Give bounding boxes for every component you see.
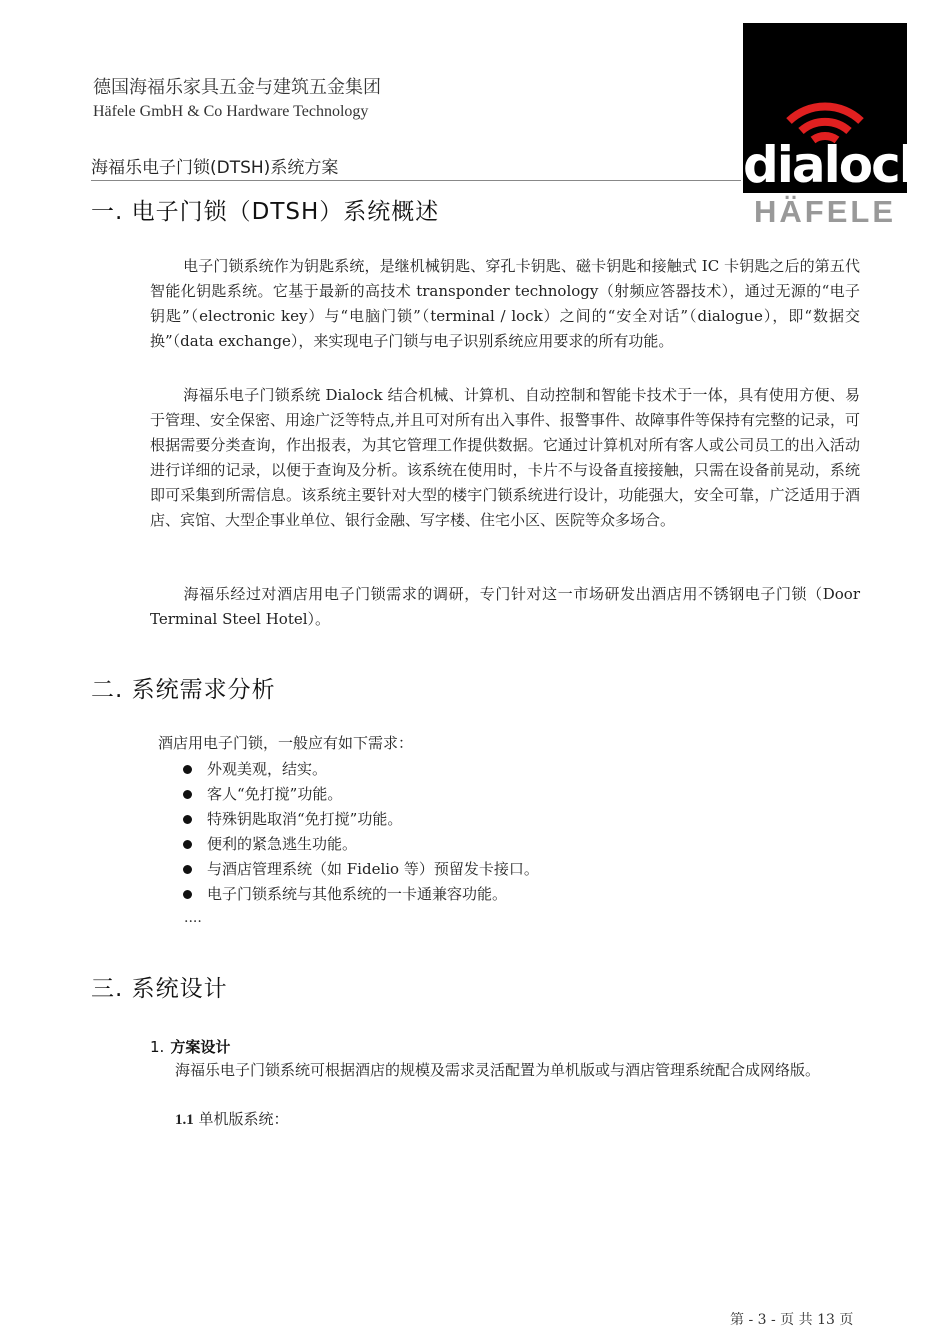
section-1-paragraph-1-text: 电子门锁系统作为钥匙系统，是继机械钥匙、穿孔卡钥匙、磁卡钥匙和接触式 IC 卡钥匙之后的第五代智能化钥匙系统。它基于最新的高技术 transponder technology（射频应答器技术），通过无源的“电子钥匙”（electronic key）与“电脑门锁”（terminal / lock）之间的“安全对话”（dialogue），即“数据交换”（data exchange），来实现电子门锁与电子识别系统应用要求的所有功能。 — [150, 257, 860, 350]
section-3-title: 系统设计 — [131, 976, 228, 1002]
bullet-icon — [183, 840, 192, 849]
list-item-text: 便利的紧急逃生功能。 — [207, 835, 358, 853]
list-item-text: 特殊钥匙取消“免打搅”功能。 — [207, 810, 403, 828]
subsection-1-1-number: 1.1 — [175, 1112, 194, 1128]
list-item — [180, 832, 539, 857]
section-3-heading — [91, 970, 228, 1003]
section-1-paragraph-2 — [150, 383, 860, 533]
bullet-icon — [183, 890, 192, 899]
bullet-icon — [183, 865, 192, 874]
subsection-1-1-heading — [175, 1108, 289, 1129]
subsection-1-heading — [150, 1036, 230, 1057]
requirements-list — [180, 757, 539, 907]
signal-arcs-icon — [743, 23, 907, 143]
list-item — [180, 882, 539, 907]
section-1-paragraph-3 — [150, 582, 860, 632]
list-item — [180, 807, 539, 832]
list-item-text: 与酒店管理系统（如 Fidelio 等）预留发卡接口。 — [207, 860, 539, 878]
subsection-1-number: 1. — [150, 1038, 165, 1056]
section-2-heading — [91, 671, 276, 704]
section-1-paragraph-2-text: 海福乐电子门锁系统 Dialock 结合机械、计算机、自动控制和智能卡技术于一体，具有使用方便、易于管理、安全保密、用途广泛等特点,并且可对所有出入事件、报警事件、故障事件等保持有完整的记录，可根据需要分类查询，作出报表，为其它管理工作提供数据。它通过计算机对所有客人或公司员工的出入活动进行详细的记录，以便于查询及分析。该系统在使用时，卡片不与设备直接接触，只需在设备前晃动，系统即可采集到所需信息。该系统主要针对大型的楼宇门锁系统进行设计，功能强大，安全可靠，广泛适用于酒店、宾馆、大型企事业单位、银行金融、写字楼、住宅小区、医院等众多场合。 — [150, 386, 860, 529]
list-item-text: 电子门锁系统与其他系统的一卡通兼容功能。 — [207, 885, 508, 903]
list-ellipsis: .... — [184, 910, 202, 926]
list-item — [180, 782, 539, 807]
section-1-paragraph-3-text: 海福乐经过对酒店用电子门锁需求的调研，专门针对这一市场研发出酒店用不锈钢电子门锁（Door Terminal Steel Hotel）。 — [150, 585, 860, 628]
company-name-en: Häfele GmbH & Co Hardware Technology — [93, 103, 369, 120]
list-item-text: 外观美观，结实。 — [207, 760, 328, 778]
requirements-lead: 酒店用电子门锁，一般应有如下需求： — [158, 734, 414, 752]
document-title: 海福乐电子门锁(DTSH)系统方案 — [91, 158, 339, 178]
bullet-icon — [183, 815, 192, 824]
list-item — [180, 757, 539, 782]
list-item — [180, 857, 539, 882]
bullet-icon — [183, 790, 192, 799]
section-1-heading — [91, 193, 439, 226]
hafele-brand: HÄFELE — [754, 194, 896, 229]
subsection-1-title: 方案设计 — [170, 1038, 231, 1056]
section-2-title: 系统需求分析 — [131, 677, 276, 703]
dialock-logo — [743, 23, 931, 194]
section-2-number: 二. — [91, 677, 124, 703]
header-divider — [91, 180, 741, 181]
section-1-paragraph-1 — [150, 254, 860, 354]
page-number: 第 - 3 - 页 共 13 页 — [730, 1312, 854, 1328]
subsection-1-1-title: 单机版系统： — [198, 1110, 289, 1128]
bullet-icon — [183, 765, 192, 774]
section-1-title: 电子门锁（DTSH）系统概述 — [131, 199, 440, 225]
section-3-number: 三. — [91, 976, 124, 1002]
section-1-number: 一. — [91, 199, 124, 225]
subsection-1-text: 海福乐电子门锁系统可根据酒店的规模及需求灵活配置为单机版或与酒店管理系统配合成网络版。 — [175, 1061, 821, 1079]
logo-wordmark: dialock — [743, 136, 931, 194]
list-item-text: 客人“免打搅”功能。 — [207, 785, 343, 803]
company-name-cn: 德国海福乐家具五金与建筑五金集团 — [93, 77, 381, 98]
